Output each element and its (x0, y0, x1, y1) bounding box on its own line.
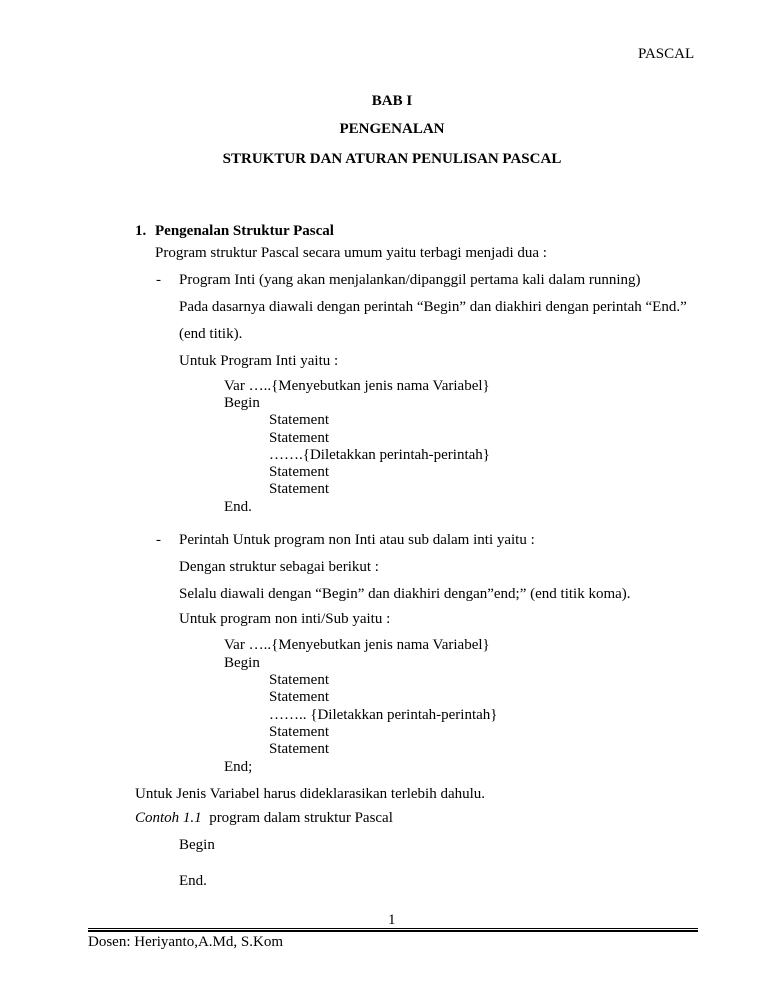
item1-title: Program Inti (yang akan menjalankan/dipanggil pertama kali dalam running) (179, 272, 641, 288)
code-statement: Statement (269, 724, 329, 740)
page-number: 1 (388, 912, 396, 928)
example-begin: Begin (179, 837, 215, 853)
example-caption (135, 809, 393, 827)
item1-label: Untuk Program Inti yaitu : (179, 353, 339, 369)
section-intro: Program struktur Pascal secara umum yaitu terbagi menjadi dua : (155, 245, 547, 261)
code-statement: Statement (269, 430, 329, 446)
code-var: Var …..{Menyebutkan jenis nama Variabel} (224, 637, 490, 653)
example-label: Contoh 1.1 (135, 810, 202, 826)
chapter-number: BAB I (371, 93, 413, 109)
code-statement: Statement (269, 412, 329, 428)
code-statement: Statement (269, 672, 329, 688)
bullet-dash: - (156, 272, 161, 288)
code-statement: Statement (269, 464, 329, 480)
item1-desc-line2: (end titik). (179, 326, 243, 342)
bullet-dash: - (156, 532, 161, 548)
code-begin: Begin (224, 395, 260, 411)
item2-desc-line1: Dengan struktur sebagai berikut : (179, 559, 379, 575)
variable-note: Untuk Jenis Variabel harus dideklarasikan terlebih dahulu. (135, 786, 486, 802)
example-end: End. (179, 873, 207, 889)
code-statement: Statement (269, 741, 329, 757)
footer-author: Dosen: Heriyanto,A.Md, S.Kom (88, 934, 283, 950)
item2-desc-line2: Selalu diawali dengan “Begin” dan diakhiri dengan”end;” (end titik koma). (179, 586, 631, 602)
item2-title: Perintah Untuk program non Inti atau sub dalam inti yaitu : (179, 532, 535, 548)
section-number: 1. (135, 223, 147, 239)
footer-rule-thin (88, 928, 698, 929)
code-var: Var …..{Menyebutkan jenis nama Variabel} (224, 378, 490, 394)
item2-label: Untuk program non inti/Sub yaitu : (179, 611, 391, 627)
code-statement: Statement (269, 481, 329, 497)
example-text: program dalam struktur Pascal (201, 810, 393, 826)
code-placeholder: …….. {Diletakkan perintah-perintah} (269, 707, 498, 723)
running-header: PASCAL (638, 46, 695, 62)
chapter-subtitle: STRUKTUR DAN ATURAN PENULISAN PASCAL (222, 151, 562, 167)
section-heading: Pengenalan Struktur Pascal (155, 223, 334, 239)
code-end: End. (224, 499, 252, 515)
footer-rule-thick (88, 930, 698, 932)
item1-desc-line1: Pada dasarnya diawali dengan perintah “Begin” dan diakhiri dengan perintah “End.” (179, 299, 687, 315)
code-placeholder: …….{Diletakkan perintah-perintah} (269, 447, 490, 463)
code-begin: Begin (224, 655, 260, 671)
chapter-title: PENGENALAN (339, 121, 445, 137)
code-statement: Statement (269, 689, 329, 705)
code-end: End; (224, 759, 253, 775)
